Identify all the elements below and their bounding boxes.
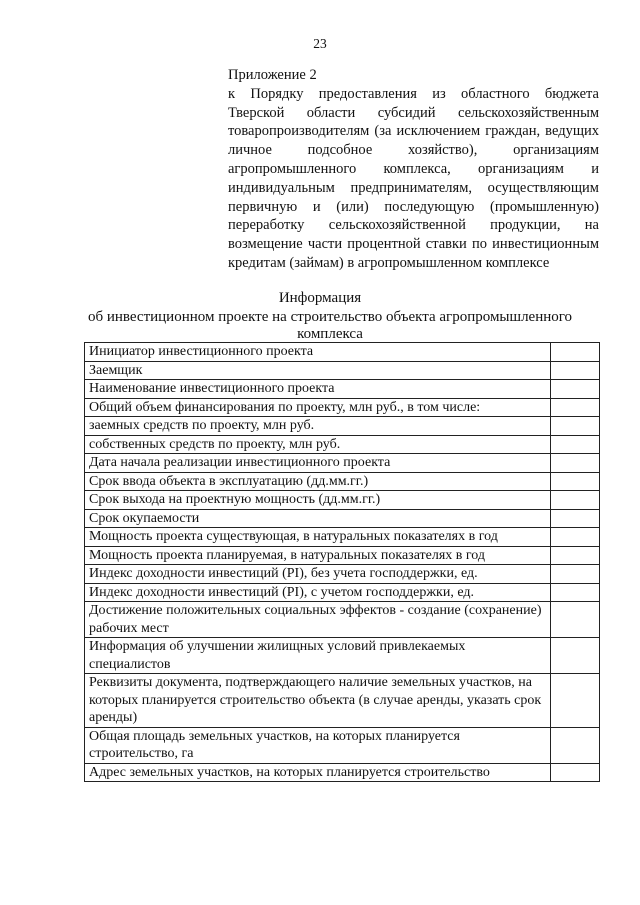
row-value <box>551 380 600 399</box>
row-label: Дата начала реализации инвестиционного проекта <box>85 454 551 473</box>
row-value <box>551 583 600 602</box>
row-value <box>551 435 600 454</box>
table-row <box>85 361 600 380</box>
table-row <box>85 727 600 763</box>
row-label: Индекс доходности инвестиций (PI), с учетом господдержки, ед. <box>85 583 551 602</box>
table-row <box>85 398 600 417</box>
row-label: Срок окупаемости <box>85 509 551 528</box>
row-value <box>551 454 600 473</box>
row-value <box>551 361 600 380</box>
row-label: Мощность проекта существующая, в натуральных показателях в год <box>85 528 551 547</box>
row-value <box>551 638 600 674</box>
row-label: Мощность проекта планируемая, в натуральных показателях в год <box>85 546 551 565</box>
row-value <box>551 546 600 565</box>
row-label: Срок ввода объекта в эксплуатацию (дд.мм.гг.) <box>85 472 551 491</box>
row-label: Наименование инвестиционного проекта <box>85 380 551 399</box>
table-row <box>85 565 600 584</box>
appendix-text: к Порядку предоставления из областного бюджета Тверской области субсидий сельскохозяйственным товаропроизводителям (за исключением граждан, ведущих личное подсобное хозяйство), организациям агропромышленного комплекса, организациям и индивидуальным предпринимателям, осуществляющим первичную и (или) последующую (промышленную) переработку сельскохозяйственной продукции, на возмещение части процентной ставки по инвестиционным кредитам (займам) в агропромышленном комплексе <box>228 85 599 271</box>
row-label: Индекс доходности инвестиций (PI), без учета господдержки, ед. <box>85 565 551 584</box>
row-value <box>551 602 600 638</box>
table-row <box>85 602 600 638</box>
row-value <box>551 674 600 728</box>
table-row <box>85 491 600 510</box>
row-label: собственных средств по проекту, млн руб. <box>85 435 551 454</box>
table-row <box>85 380 600 399</box>
row-value <box>551 763 600 782</box>
table-row <box>85 638 600 674</box>
row-value <box>551 528 600 547</box>
table-row <box>85 472 600 491</box>
row-value <box>551 398 600 417</box>
row-value <box>551 491 600 510</box>
info-table <box>84 342 600 782</box>
appendix-title: Приложение 2 <box>228 67 317 83</box>
row-label: Адрес земельных участков, на которых планируется строительство <box>85 763 551 782</box>
table-row <box>85 509 600 528</box>
row-label: Общая площадь земельных участков, на которых планируется строительство, га <box>85 727 551 763</box>
row-value <box>551 509 600 528</box>
row-value <box>551 565 600 584</box>
appendix-block <box>228 66 599 273</box>
row-label: Инициатор инвестиционного проекта <box>85 343 551 362</box>
table-row <box>85 528 600 547</box>
table-row <box>85 763 600 782</box>
row-label: заемных средств по проекту, млн руб. <box>85 417 551 436</box>
table-row <box>85 343 600 362</box>
row-value <box>551 343 600 362</box>
table-row <box>85 583 600 602</box>
row-label: Заемщик <box>85 361 551 380</box>
row-label: Реквизиты документа, подтверждающего наличие земельных участков, на которых планируется строительство объекта (в случае аренды, указать срок аренды) <box>85 674 551 728</box>
table-row <box>85 454 600 473</box>
info-table-body <box>85 343 600 782</box>
row-label: Общий объем финансирования по проекту, млн руб., в том числе: <box>85 398 551 417</box>
table-row <box>85 417 600 436</box>
table-row <box>85 435 600 454</box>
row-label: Срок выхода на проектную мощность (дд.мм.гг.) <box>85 491 551 510</box>
table-row <box>85 546 600 565</box>
page-number: 23 <box>313 36 327 51</box>
document-subtitle: об инвестиционном проекте на строительство объекта агропромышленного комплекса <box>87 309 573 342</box>
row-label: Информация об улучшении жилищных условий привлекаемых специалистов <box>85 638 551 674</box>
row-value <box>551 472 600 491</box>
table-row <box>85 674 600 728</box>
row-value <box>551 417 600 436</box>
row-value <box>551 727 600 763</box>
row-label: Достижение положительных социальных эффектов - создание (сохранение) рабочих мест <box>85 602 551 638</box>
document-title: Информация <box>278 290 362 306</box>
